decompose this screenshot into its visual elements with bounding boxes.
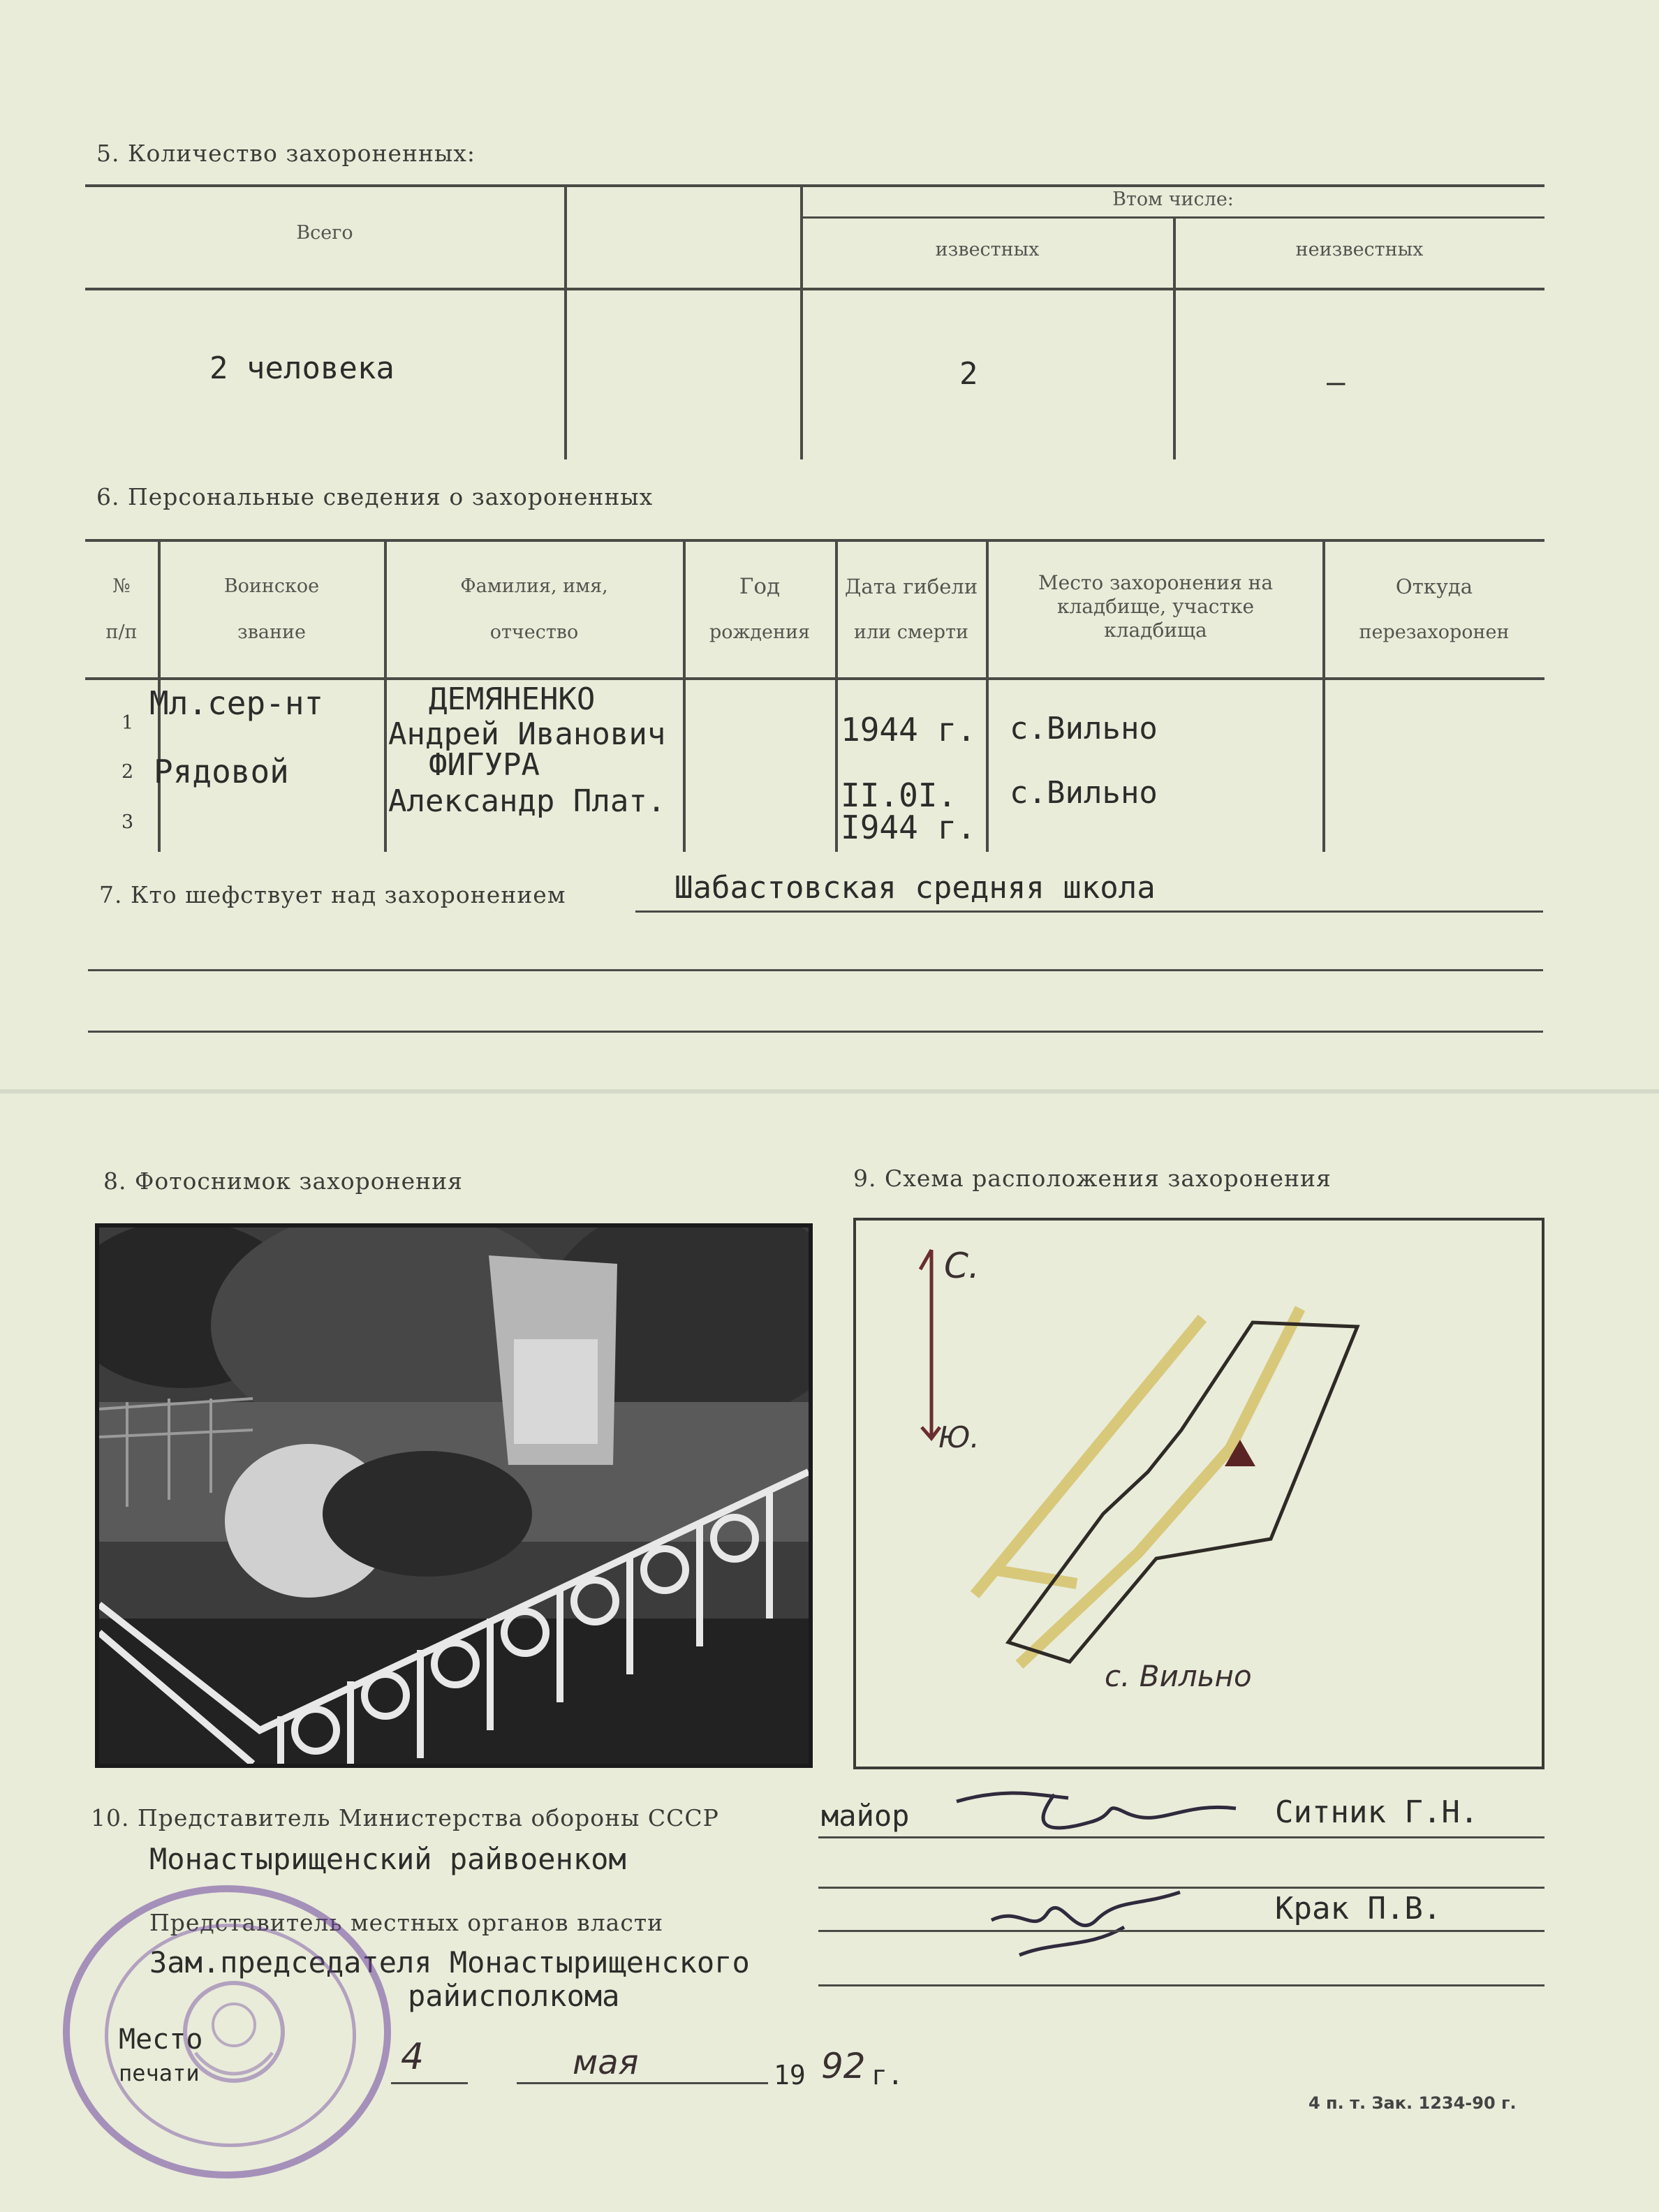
mod-org: Монастырищенский райвоенком [149, 1842, 626, 1876]
total-value: 2 человека [209, 351, 395, 386]
village-label: с. Вильно [1105, 1659, 1252, 1693]
hdr-from: Откуда [1395, 575, 1473, 598]
surname-value: ФИГУРА [429, 747, 540, 783]
section10-heading: 10. Представитель Министерства обороны СССР [91, 1804, 719, 1831]
burial-place-value: с.Вильно [1010, 711, 1158, 746]
mod-rank: майор [821, 1799, 910, 1833]
date-day: 4 [401, 2036, 425, 2078]
date-year-prefix: 19 [774, 2060, 806, 2091]
death-date-value-2: I944 г. [841, 809, 976, 846]
col-known-header: известных [935, 239, 1040, 260]
section7-heading: 7. Кто шефствует над захоронением [99, 881, 566, 908]
unknown-value: – [1327, 364, 1345, 400]
mod-sign-line [818, 1836, 1544, 1838]
local-sign-line-2 [818, 1984, 1544, 1986]
row-number: 2 [121, 761, 134, 783]
date-year-unit: г. [871, 2060, 904, 2091]
location-scheme [853, 1218, 1544, 1769]
section8-heading: 8. Фотоснимок захоронения [103, 1167, 463, 1195]
date-month: мая [573, 2043, 639, 2082]
hdr-rank-2: звание [237, 621, 306, 643]
print-code: 4 п. т. Зак. 1234-90 г. [1308, 2093, 1517, 2113]
mod-name: Ситник Г.Н. [1275, 1794, 1479, 1830]
table6-header-rule [85, 677, 1544, 680]
death-date-value: II.0I. [841, 776, 957, 814]
seal-label-2: печати [119, 2060, 200, 2086]
north-label: С. [944, 1246, 980, 1286]
col-unknown-header: неизвестных [1295, 239, 1424, 260]
hdr-num-2: п/п [105, 621, 138, 643]
hdr-born-2: рождения [709, 621, 810, 643]
hdr-from-2: перезахоронен [1359, 621, 1510, 643]
row-number: 3 [121, 811, 134, 833]
hdr-name: Фамилия, имя, [460, 575, 608, 597]
local-signature [978, 1878, 1187, 1969]
col-total-header: Всего [296, 222, 353, 244]
section5-heading: 5. Количество захороненных: [96, 140, 476, 167]
official-seal [63, 1885, 391, 2178]
table6-top-rule [85, 539, 1544, 542]
hdr-place: Место захоронения на кладбище, участке кладбища [1038, 571, 1274, 642]
death-date-value: 1944 г. [841, 711, 976, 749]
table6-divider [986, 540, 989, 852]
local-name: Крак П.В. [1275, 1891, 1442, 1926]
date-day-line [391, 2082, 468, 2084]
paper-fold [0, 1089, 1659, 1093]
patron-value: Шабастовская средняя школа [674, 870, 1156, 906]
south-label: Ю. [938, 1420, 980, 1454]
table5-header-rule [85, 288, 1544, 290]
hdr-death: Дата гибели [844, 575, 978, 598]
local-sign-line [818, 1930, 1544, 1932]
burial-photo [95, 1223, 813, 1768]
date-month-line [517, 2082, 768, 2084]
col-including-header: Втом числе: [1112, 189, 1234, 210]
hdr-death-2: или смерти [853, 621, 969, 643]
mod-signature [950, 1774, 1243, 1843]
local-role-2: райисполкома [408, 1979, 620, 2013]
photo-graphic [99, 1227, 809, 1764]
patron-underline [635, 910, 1543, 913]
row-number: 1 [121, 712, 134, 734]
hdr-name-2: отчество [489, 621, 579, 643]
blank-line [88, 1031, 1543, 1033]
hdr-born: Год [739, 574, 781, 599]
surname-value: ДЕМЯНЕНКО [429, 681, 596, 717]
rank-value: Рядовой [154, 753, 289, 790]
date-year-suffix: 92 [821, 2046, 866, 2086]
hdr-rank: Воинское [223, 575, 320, 597]
given-name-value: Андрей Иванович [388, 716, 666, 752]
seal-label: Место [119, 2023, 203, 2056]
blank-line [88, 969, 1543, 971]
table5-divider [564, 186, 567, 459]
local-role: Зам.председателя Монастырищенского [149, 1945, 750, 1979]
section9-heading: 9. Схема расположения захоронения [853, 1165, 1332, 1192]
burial-place-value: с.Вильно [1010, 775, 1158, 811]
section6-heading: 6. Персональные сведения о захороненных [96, 483, 654, 510]
hdr-num: № [112, 575, 131, 597]
rank-value: Мл.сер-нт [149, 684, 324, 722]
given-name-value: Александр Плат. [388, 783, 666, 819]
local-authority-label: Представитель местных органов власти [149, 1909, 664, 1936]
table5-divider [800, 186, 803, 459]
known-value: 2 [959, 356, 978, 392]
